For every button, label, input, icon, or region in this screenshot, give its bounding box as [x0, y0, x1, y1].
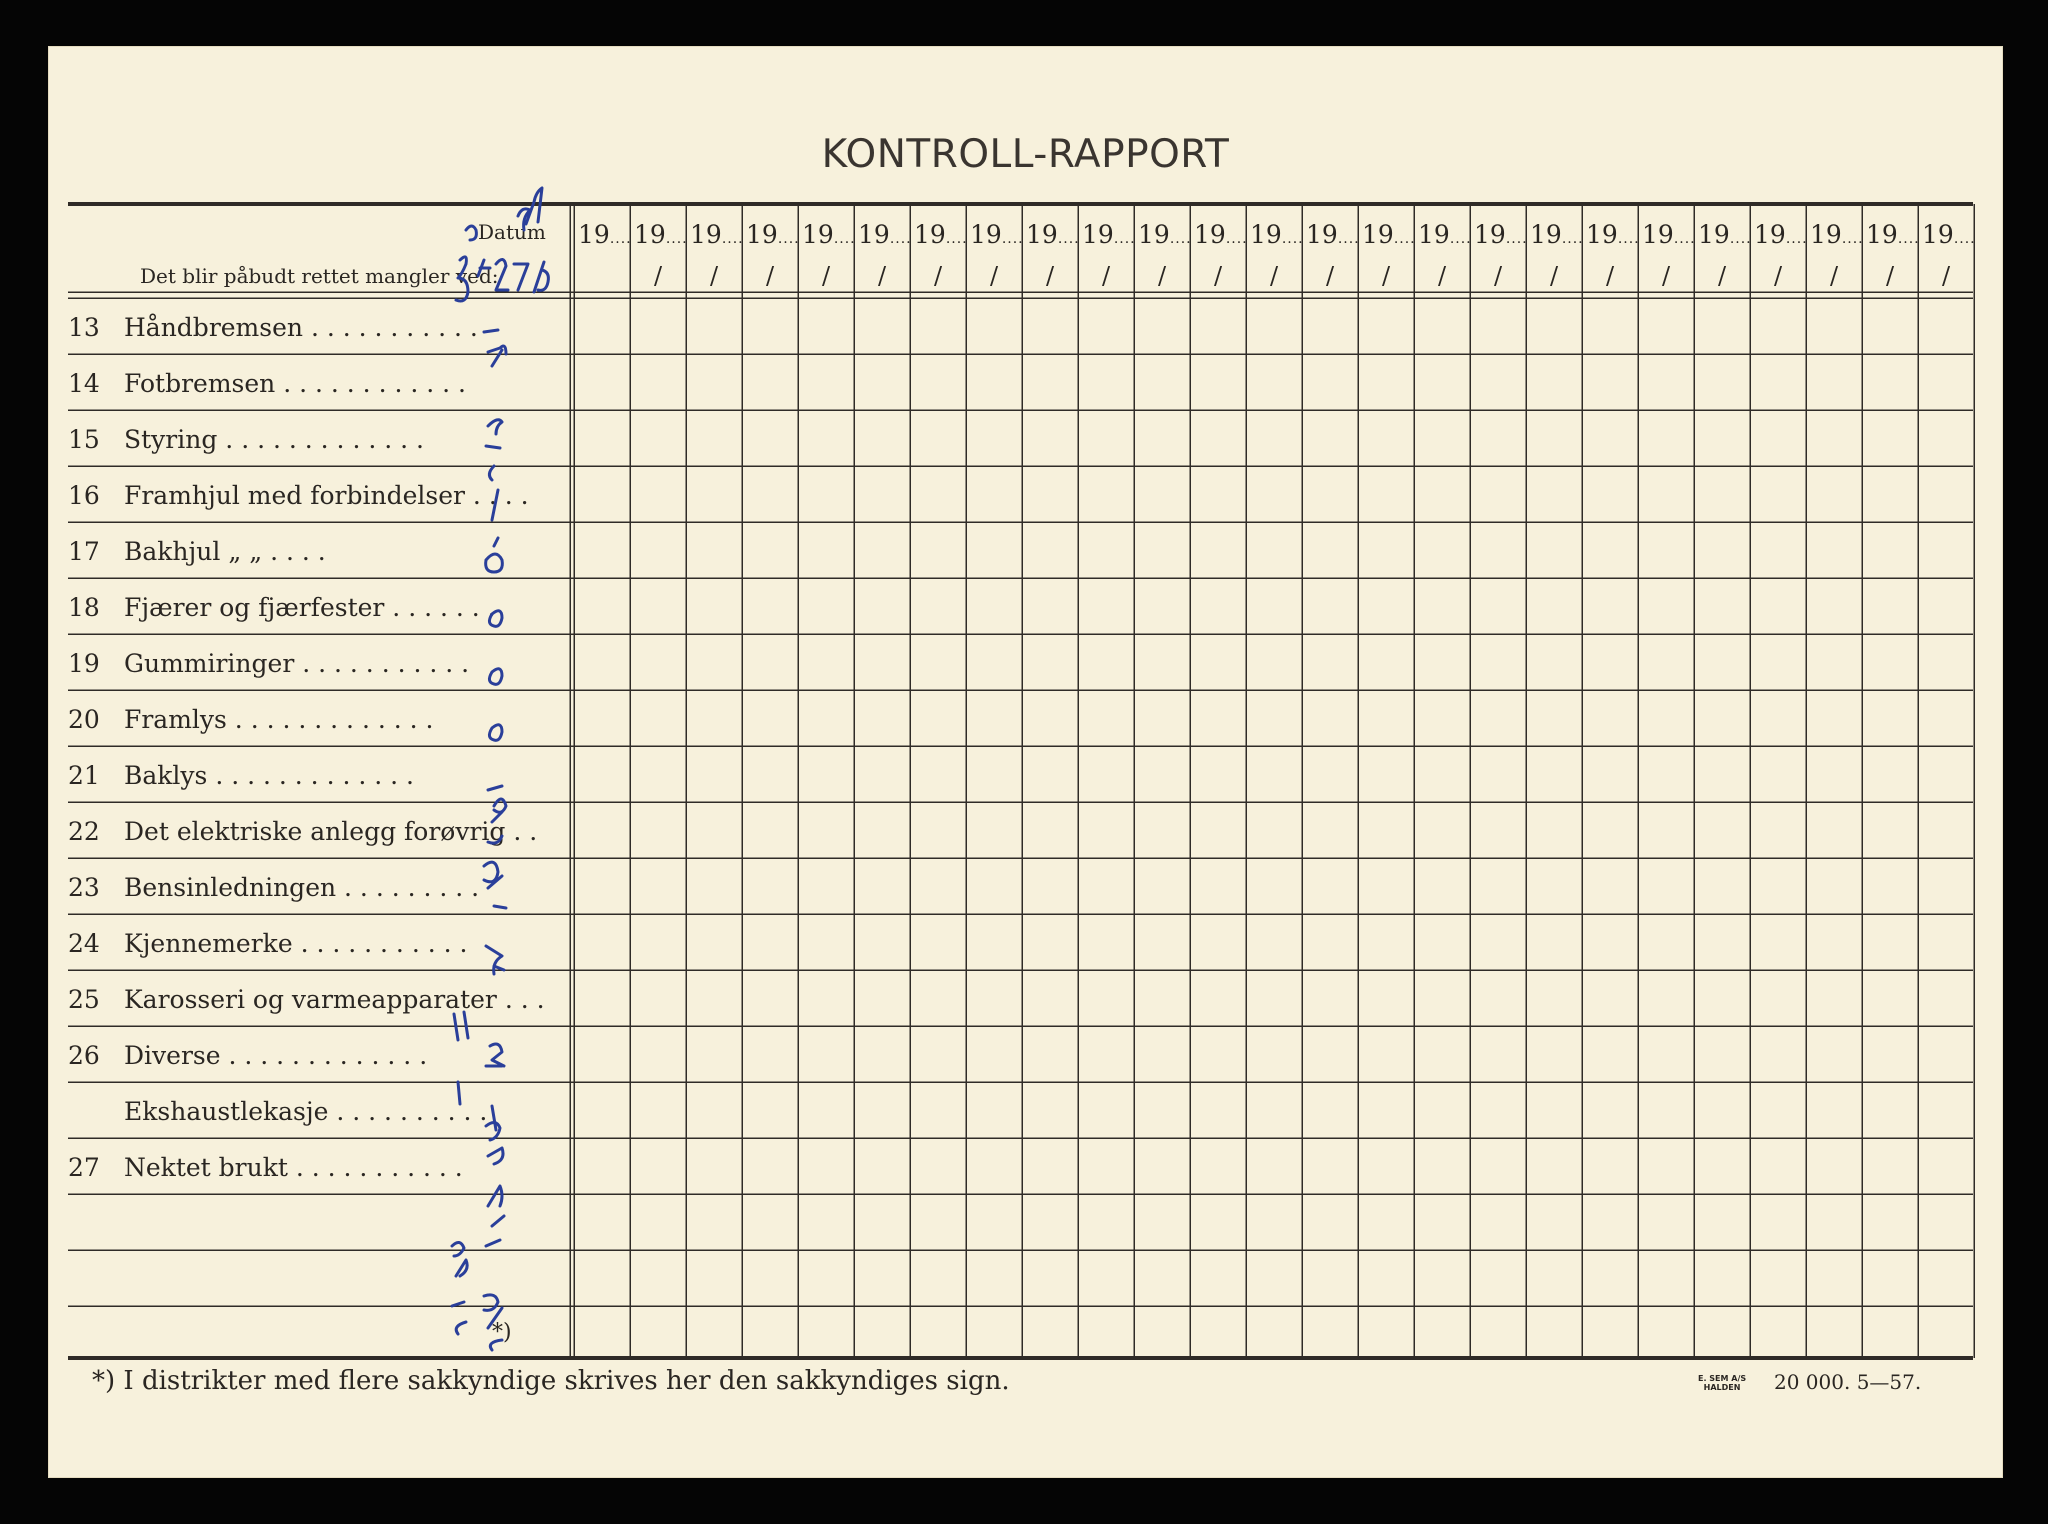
column-date-separator: / — [1886, 262, 1895, 290]
item-number: 18 — [68, 593, 100, 622]
column-date-separator: / — [934, 262, 943, 290]
item-label: Kjennemerke . . . . . . . . . . . — [124, 929, 468, 958]
handwritten-entry-column-2 — [484, 330, 506, 1350]
column-date-separator: / — [1326, 262, 1335, 290]
year-blank: .... — [889, 231, 912, 247]
year-blank: .... — [1337, 231, 1360, 247]
item-number: 27 — [68, 1153, 100, 1182]
year-prefix-text: 19 — [1642, 220, 1674, 249]
year-prefix-text: 19 — [1698, 220, 1730, 249]
column-date-separator: / — [1102, 262, 1111, 290]
column-date-separator: / — [766, 262, 775, 290]
year-blank: .... — [1281, 231, 1304, 247]
column-date-separator: / — [1438, 262, 1447, 290]
signature-marker: *) — [492, 1320, 512, 1345]
year-prefix-text: 19 — [1306, 220, 1338, 249]
header-instruction: Det blir påbudt rettet mangler ved: — [140, 264, 499, 288]
form-title: KONTROLL-RAPPORT — [821, 132, 1230, 177]
year-blank: .... — [1057, 231, 1080, 247]
year-blank: .... — [1505, 231, 1528, 247]
year-blank: .... — [665, 231, 688, 247]
item-label: Styring . . . . . . . . . . . . . — [124, 425, 424, 454]
item-number: 15 — [68, 425, 100, 454]
item-label: Fotbremsen . . . . . . . . . . . . — [124, 369, 466, 398]
printer-name: E. SEM A/S — [1698, 1374, 1747, 1383]
column-date-separator: / — [1662, 262, 1671, 290]
item-label: Bakhjul „ „ . . . . — [124, 537, 326, 566]
year-blank: .... — [1169, 231, 1192, 247]
year-blank: .... — [1393, 231, 1416, 247]
year-blank: .... — [1225, 231, 1248, 247]
year-blank: .... — [1785, 231, 1808, 247]
year-prefix-text: 19 — [970, 220, 1002, 249]
item-number: 26 — [68, 1041, 100, 1070]
item-number: 22 — [68, 817, 100, 846]
column-date-separator: / — [1550, 262, 1559, 290]
inspection-card — [48, 46, 2003, 1478]
year-blank: .... — [721, 231, 744, 247]
year-prefix-text: 19 — [1474, 220, 1506, 249]
item-label: Nektet brukt . . . . . . . . . . . — [124, 1153, 463, 1182]
column-date-separator: / — [1830, 262, 1839, 290]
handwritten-entry-column-1 — [452, 1012, 468, 1334]
item-label: Baklys . . . . . . . . . . . . . — [124, 761, 414, 790]
column-date-separator: / — [990, 262, 999, 290]
year-prefix-text: 19 — [1810, 220, 1842, 249]
item-label: Fjærer og fjærfester . . . . . . . — [124, 593, 496, 622]
item-label: Håndbremsen . . . . . . . . . . . — [124, 313, 478, 342]
year-prefix-text: 19 — [1866, 220, 1898, 249]
column-date-separator: / — [1606, 262, 1615, 290]
handwriting-ink — [48, 46, 2003, 1478]
footer-note: *) I distrikter med flere sakkyndige skrives her den sakkyndiges sign. — [92, 1366, 1010, 1396]
handwritten-date — [456, 188, 548, 301]
item-label: Framhjul med forbindelser . . . . — [124, 481, 529, 510]
item-number: 24 — [68, 929, 100, 958]
item-number: 13 — [68, 313, 100, 342]
year-blank: .... — [777, 231, 800, 247]
column-date-separator: / — [1774, 262, 1783, 290]
year-blank: .... — [1617, 231, 1640, 247]
year-prefix-text: 19 — [1138, 220, 1170, 249]
item-number: 14 — [68, 369, 100, 398]
column-date-separator: / — [1494, 262, 1503, 290]
year-blank: .... — [1673, 231, 1696, 247]
header-datum: Datum — [478, 220, 546, 244]
column-date-separator: / — [1942, 262, 1951, 290]
column-date-separator: / — [1046, 262, 1055, 290]
year-prefix-text: 19 — [1026, 220, 1058, 249]
year-blank: .... — [1113, 231, 1136, 247]
year-blank: .... — [833, 231, 856, 247]
column-date-separator: / — [710, 262, 719, 290]
item-number: 20 — [68, 705, 100, 734]
item-number: 17 — [68, 537, 100, 566]
printer-city: HALDEN — [1703, 1383, 1741, 1392]
item-label: Ekshaustlekasje . . . . . . . . . . — [124, 1097, 488, 1126]
year-blank: .... — [1561, 231, 1584, 247]
item-label: Diverse . . . . . . . . . . . . . — [124, 1041, 428, 1070]
year-blank: .... — [1841, 231, 1864, 247]
year-prefix-text: 19 — [1418, 220, 1450, 249]
item-label: Gummiringer . . . . . . . . . . . — [124, 649, 470, 678]
column-date-separator: / — [1718, 262, 1727, 290]
item-label: Framlys . . . . . . . . . . . . . — [124, 705, 434, 734]
item-number: 16 — [68, 481, 100, 510]
item-number: 23 — [68, 873, 100, 902]
item-label: Det elektriske anlegg forøvrig . . — [124, 817, 538, 846]
year-blank: .... — [1953, 231, 1976, 247]
column-date-separator: / — [1270, 262, 1279, 290]
year-blank: .... — [609, 231, 632, 247]
column-date-separator: / — [1158, 262, 1167, 290]
column-date-separator: / — [822, 262, 831, 290]
year-prefix-text: 19 — [1922, 220, 1954, 249]
year-prefix-text: 19 — [1362, 220, 1394, 249]
year-prefix-text: 19 — [1754, 220, 1786, 249]
year-prefix-text: 19 — [1194, 220, 1226, 249]
year-blank: .... — [1729, 231, 1752, 247]
column-date-separator: / — [654, 262, 663, 290]
year-prefix-text: 19 — [634, 220, 666, 249]
year-prefix-text: 19 — [690, 220, 722, 249]
item-label: Bensinledningen . . . . . . . . . — [124, 873, 480, 902]
item-number: 21 — [68, 761, 100, 790]
year-prefix-text: 19 — [1530, 220, 1562, 249]
column-date-separator: / — [1382, 262, 1391, 290]
year-prefix-text: 19 — [914, 220, 946, 249]
column-date-separator: / — [878, 262, 887, 290]
item-number: 25 — [68, 985, 100, 1014]
year-prefix-text: 19 — [1586, 220, 1618, 249]
year-blank: .... — [1449, 231, 1472, 247]
year-prefix-text: 19 — [746, 220, 778, 249]
print-run: 20 000. 5—57. — [1774, 1370, 1922, 1394]
year-prefix-text: 19 — [858, 220, 890, 249]
item-label: Karosseri og varmeapparater . . . — [124, 985, 545, 1014]
year-prefix-text: 19 — [802, 220, 834, 249]
year-blank: .... — [1001, 231, 1024, 247]
item-number: 19 — [68, 649, 100, 678]
year-prefix-text: 19 — [1250, 220, 1282, 249]
year-prefix-text: 19 — [1082, 220, 1114, 249]
year-blank: .... — [1897, 231, 1920, 247]
column-date-separator: / — [1214, 262, 1223, 290]
year-prefix-text: 19 — [578, 220, 610, 249]
year-blank: .... — [945, 231, 968, 247]
